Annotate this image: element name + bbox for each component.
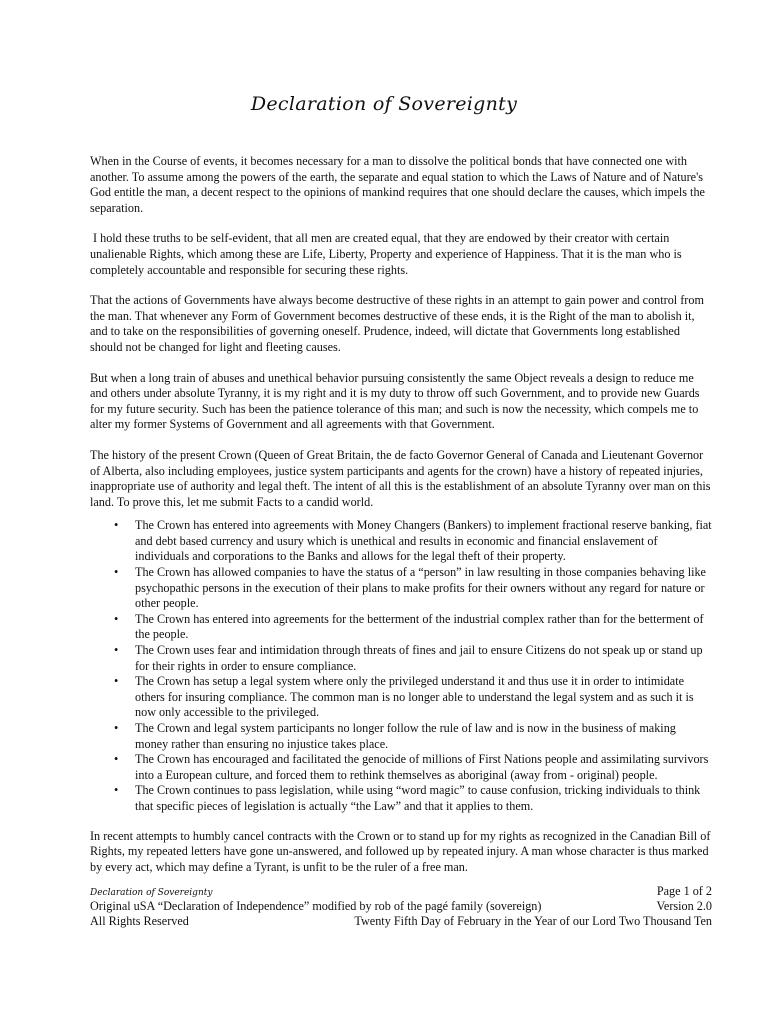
list-item-text: The Crown has setup a legal system where only the privileged understand it and thus use it in order to intimidate others for insuring compliance. The common man is no longer able to understand the legal system and as such it is now only accessible to the privileged. xyxy=(135,674,694,720)
bullet-icon: • xyxy=(114,721,119,735)
footer-row-1 xyxy=(90,884,712,900)
paragraph-3: That the actions of Governments have always become destructive of these rights in an attempt to gain power and control from the man. That whenever any Form of Government becomes destructive of these ends, it is the Right of the man to abolish it, and to take on the responsibilities of governing oneself. Prudence, indeed, will dictate that Governments long established should not be changed for light and fleeting causes. xyxy=(90,293,704,354)
list-item xyxy=(90,565,712,612)
page-number: Page 1 of 2 xyxy=(656,884,712,898)
bullet-icon: • xyxy=(114,643,119,658)
list-item-text: The Crown uses fear and intimidation through threats of fines and jail to ensure Citizens do not speak up or stand up for their rights in order to ensure compliance. xyxy=(135,643,703,673)
paragraph-1: When in the Course of events, it becomes necessary for a man to dissolve the political bonds that have connected one with another. To assume among the powers of the earth, the separate and equal station to which the Laws of Nature and of Nature's God entitle the man, a decent respect to the opinions of mankind requires that one should declare the causes, which impels the separation. xyxy=(90,154,705,215)
bullet-icon: • xyxy=(114,674,119,689)
list-item xyxy=(90,721,712,752)
footer-source: Original uSA “Declaration of Independence” modified by rob of the pagé family (sovereign) xyxy=(90,899,542,913)
footer-date: Twenty Fifth Day of February in the Year of our Lord Two Thousand Ten xyxy=(354,914,712,928)
list-item-text: The Crown has encouraged and facilitated the genocide of millions of First Nations people and assimilating survivors into a European culture, and forced them to rethink themselves as aboriginal (away from - original) people. xyxy=(135,752,709,782)
list-item xyxy=(90,752,712,783)
bullet-icon: • xyxy=(114,611,119,626)
list-item xyxy=(90,518,712,565)
list-item xyxy=(90,674,712,721)
footer-row-3 xyxy=(90,914,712,928)
document-title: Declaration of Sovereignty xyxy=(250,93,518,115)
footer-document-title: Declaration of Sovereignty xyxy=(90,888,213,898)
list-item-text: The Crown has allowed companies to have the status of a “person” in law resulting in those companies behaving like psychopathic persons in the execution of their plans to make profits for their owners without any regard for nature or other people. xyxy=(135,565,706,611)
list-item-text: The Crown and legal system participants no longer follow the rule of law and is now in the business of making money rather than ensuring no injustice takes place. xyxy=(135,721,676,751)
grievance-list xyxy=(90,518,712,814)
list-item xyxy=(90,612,712,643)
bullet-icon: • xyxy=(114,518,119,533)
footer-row-2 xyxy=(90,899,712,913)
bullet-icon: • xyxy=(114,752,119,767)
paragraph-2: I hold these truths to be self-evident, that all men are created equal, that they are endowed by their creator with certain unalienable Rights, which among these are Life, Liberty, Property and experience of Happiness. That it is the man who is completely accountable and responsible for securing these rights. xyxy=(90,231,682,277)
bullet-icon: • xyxy=(114,565,119,580)
closing-paragraph: In recent attempts to humbly cancel contracts with the Crown or to stand up for my rights as recognized in the Canadian Bill of Rights, my repeated letters have gone un-answered, and followed up by repeated injury. A man whose character is thus marked by every act, which may define a Tyrant, is unfit to be the ruler of a free man. xyxy=(90,828,711,874)
list-item-text: The Crown continues to pass legislation, while using “word magic” to cause confusion, tricking individuals to think that specific pieces of legislation is actually “the Law” and that it applies to them. xyxy=(135,783,701,813)
list-item-text: The Crown has entered into agreements for the betterment of the industrial complex rather than for the betterment of the people. xyxy=(135,611,704,642)
list-item-text: The Crown has entered into agreements with Money Changers (Bankers) to implement fractional reserve banking, fiat and debt based currency and usury which is unethical and results in economic and financial enslavement of individuals and corporations to the Banks and allows for the legal theft of their property. xyxy=(135,518,712,564)
paragraph-5: The history of the present Crown (Queen of Great Britain, the de facto Governor General of Canada and Lieutenant Governor of Alberta, also including employees, justice system participants and agents for the crown) have a history of repeated injuries, inappropriate use of authority and legal theft. The intent of all this is the establishment of an absolute Tyranny over man on this land. To prove this, let me submit Facts to a candid world. xyxy=(90,447,711,509)
paragraph-4: But when a long train of abuses and unethical behavior pursuing consistently the same Object reveals a design to reduce me and others under absolute Tyranny, it is my right and it is my duty to throw off such Government, and to provide new Guards for my future security. Such has been the patience tolerance of this man; and such is now the necessity, which compels me to alter my former Systems of Government and all agreements with that Government. xyxy=(90,370,700,432)
list-item xyxy=(90,643,712,674)
document-body xyxy=(90,154,712,890)
list-item xyxy=(90,783,712,814)
footer-rights: All Rights Reserved xyxy=(90,914,189,928)
footer-version: Version 2.0 xyxy=(656,899,712,913)
bullet-icon: • xyxy=(114,783,119,798)
